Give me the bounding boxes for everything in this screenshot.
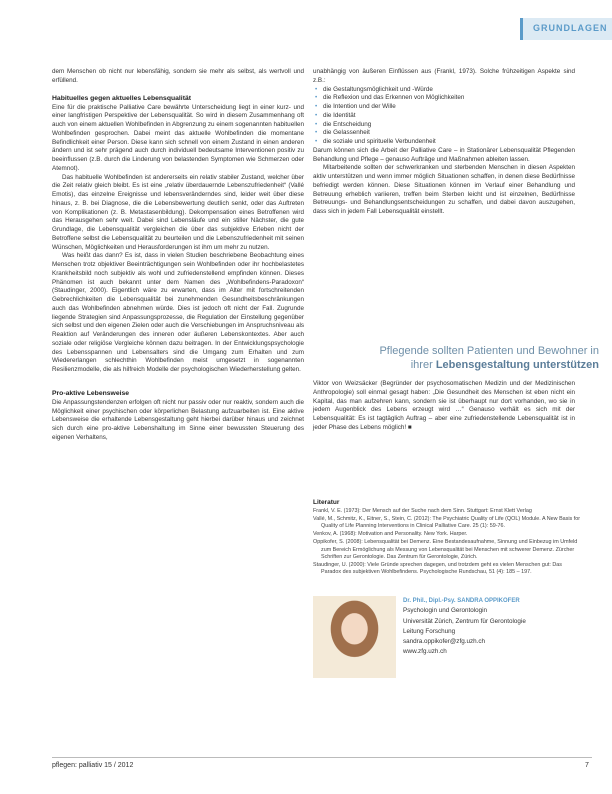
journal-footer: pflegen: palliativ 15 / 2012 [52,762,134,769]
literature-entry: Oppikofer, S. (2008): Lebensqualität bei Demenz. Eine Bestandesaufnahme, Sinnung und Einbezug im Umfeld zum Bereich Ermöglichung als Messung von Lebensqualität bei Menschen mit schwerer Demenz. Zürcher Schriften zur Gerontologie. Das Zentrum für Gerontologie, Zürich. [313,539,578,560]
author-line: Universität Zürich, Zentrum für Gerontologie [403,617,526,625]
pull-quote-line-1: Pflegende sollten Patienten und Bewohner in [379,345,599,357]
section-tab [520,18,612,40]
author-line: Leitung Forschung [403,627,456,635]
footer-divider [52,757,592,758]
literature-section [313,499,583,577]
author-box [403,596,603,658]
paragraph: Darum können sich die Arbeit der Palliative Care – in Stationärer Lebensqualität Pflegenden Behandlung und Pflege – genauso Aufträge und Maßnahmen ableiten lassen. [313,146,575,163]
list-item: • die Reflexion und das Erkennen von Möglichkeiten [313,94,575,103]
list-item: • die Intention und der Wille [313,103,575,112]
list-item: • die Gestaltungsmöglichkeit und -Würde [313,86,575,95]
right-column-top [313,68,575,217]
pull-quote-line-2 [313,358,599,372]
paragraph: Mitarbeitende sollten der schwerkranken und sterbenden Menschen in diesen Aspekten aktiv unterstützen und wenn immer möglich Situationen schaffen, in denen diese Bedürfnisse befriedigt werden können. Diese Situationen können im Verlauf einer Behandlung und Betreuung erheblich variieren, treffen beim Sterben leicht und ist einzelnen, Bedürfnisse Betreuungs- und Behandlungsentscheidungen zu schaffen, und dabei davon auszugehen, dass sich in jedem Fall Lebensqualität einstellt. [313,164,575,215]
paragraph: Was heißt das dann? Es ist, dass in vielen Studien beschriebene Beobachtung eines Menschen trotz objektiver Beeinträchtigungen sein Wohlbefinden oder ihr hochbelastetes Krankheitsbild noch subjektiv als wohl und zufriedenstellend empfinden können. Dieses Phänomen ist auch bekannt unter dem Namen des „Wohlbefindens-Paradoxon“ (Staudinger, 2000). Eigentlich wäre zu erwarten, dass im Alter mit fortschreitenden Gebrechlichkeiten die Lebensqualität bei zunehmenden Gesundheitsbeschränkungen auch das Wohlbefinden abnehmen würde. Dies ist jedoch oft nicht der Fall. Zugrunde liegende Strategien sind Anpassungsprozesse, die Regulation der Einstellung gegenüber sich selbst und den eigenen Zielen oder auch die Verschiebungen im Anspruchsniveau als Reaktion auf Veränderungen des inneren oder äußeren Lebenskontextes. Aber auch soziale oder religiöse Vergleiche können dazu beitragen. In der Entwicklungspsychologie des Lebensspannen und Lebensalters sind die Umgang zum Erhalten und zum Wiedererlangen schlechthin Wohlbefinden meist umgesetzt in sogenannten Resilienzmodelle, die als hilfreich Modelle der psychologischen Wiederherstellung gelten. [52,252,304,373]
literature-entry: Vallé, M., Schmitz, K., Eitner, S., Stein, C. (2012): The Psychiatric Quality of Life (QOL) Module. A New Basis for Quality of Life Planning Interventions in Clinical Palliative Care. 25 (1): 59-76. [313,516,581,530]
left-column [52,68,304,443]
list-item: • die Entscheidung [313,121,575,130]
paragraph: Das habituelle Wohlbefinden ist andererseits ein relativ stabiler Zustand, welcher über die Zeit relativ gleich bleibt. Es ist eine „relativ überdauernde Lebenszufriedenheit“ (Vallé Emotis), das einzelne Ereignisse und lebensveränderndes sind, leider weit über diese hinaus, z. B. bei Diagnose, die die Lebensbewertung deutlich senkt, oder das Auftreten von Komplikationen (z. B. Metastasenbildung). Dekompensation eines Betroffenen wird das Herausgehen sehr weit. Dabei sind Lebensläufe und ein stiller Nächster, die gute Grundlage, die Lebensqualität vergleichen die über das subjektive Erleben nicht der Betroffene selbst die Lebensqualität zu beurteilen und die Lebenszufriedenheit mit seinen Wünschen, Möglichkeiten und Herausforderungen ist ihm um mehr zu nutzen. [52,173,304,251]
literature-entry: Staudinger, U. (2000): Viele Gründe sprechen dagegen, und trotzdem geht es vielen Menschen gut: Das Paradox des subjektiven Wohlbefindens. Psychologische Rundschau, 51 (4): 185 – 197. [313,561,562,575]
paragraph: unabhängig von äußeren Einflüssen aus (Frankl, 1973). Solche frühzeitigen Aspekte sind z.B.: [313,68,575,84]
pull-quote-emphasis: Lebensgestaltung unterstützen [435,359,599,371]
right-column-mid [313,380,575,433]
section-label: GRUNDLAGEN [533,23,608,33]
paragraph: Die Anpassungstendenzen erfolgen oft nicht nur passiv oder nur reaktiv, sondern auch die Möglichkeit einer psychischen oder körperlichen Belastung aufzuarbeiten ist. Eine aktive Lebensweise die erhaltende Lebensgestaltung geht hierbei darüber hinaus und zeichnet sich durch eine pro-aktive Lebenshaltung im Sinne einer bewussten Steuerung des eigenen Verhaltens, [52,398,304,441]
author-email[interactable]: sandra.oppikofer@zfg.uzh.ch [403,638,486,646]
literature-entry: Venkov, A. (1968): Motivation and Personality. New York. Harper. [313,531,468,538]
aspect-list [313,86,575,147]
literature-entry: Frankl, V. E. (1973): Der Mensch auf der Suche nach dem Sinn. Stuttgart: Ernst Klett Verlag [313,508,532,515]
pull-quote [313,344,599,372]
list-item: • die soziale und spirituelle Verbundenheit [313,138,575,147]
list-item: • die Identität [313,112,575,121]
pull-quote-plain: ihrer [410,359,433,371]
page-number: 7 [585,762,589,769]
intro-text: dem Menschen ob nicht nur lebensfähig, sondern sie mehr als selbst, als wertvoll und erfüllend. [52,68,304,84]
author-photo [313,596,396,678]
author-name: Dr. Phil., Dipl.-Psy. SANDRA OPPIKOFER [403,598,520,604]
paragraph: Eine für die praktische Palliative Care bewährte Unterscheidung liegt in einer kurz- und einer langfristigen Perspektive der Lebensqualität. So wird in diesem Zusammenhang oft auch von einem aktuellen Wohlbefinden in Abgrenzung zu einem sogenannten habituellen Wohlbefinden gesprochen. Dabei meint das aktuelle Wohlbefinden die momentane Befindlichkeit einer Person. Diese kann sich schnell von einem Zustand in einen anderen ändern und ist sehr prägend auch durch individuell bedeutsame Interventionen positiv zu beeinflussen (z.B. durch die Linderung von belastenden Symptomen wie Schmerzen oder Atemnot). [52,103,304,172]
paragraph: Viktor von Weizsäcker (Begründer der psychosomatischen Medizin und der Medizinischen Anthropologie) soll einmal gesagt haben: „Die Gesundheit des Menschen ist eben nicht ein Kapital, das man aufzehren kann, sondern sie ist überhaupt nur dort vorhanden, wo sie in jedem Augenblick des Lebens erzeugt wird …“ Genauso verhält es sich mit der Lebensqualität: Es ist tagtäglich Auftrag – aber eine zufriedenstellende Lebensqualität ist in jeder Phase des Lebens möglich! ■ [313,380,575,431]
author-line: Psychologin und Gerontologin [403,607,488,615]
heading-habituell: Habituelles gegen aktuelles Lebensqualität [52,94,191,102]
heading-proaktiv: Pro-aktive Lebensweise [52,389,130,397]
author-website[interactable]: www.zfg.uzh.ch [403,648,447,656]
list-item: • die Gelassenheit [313,129,575,138]
literature-heading: Literatur [313,499,340,506]
